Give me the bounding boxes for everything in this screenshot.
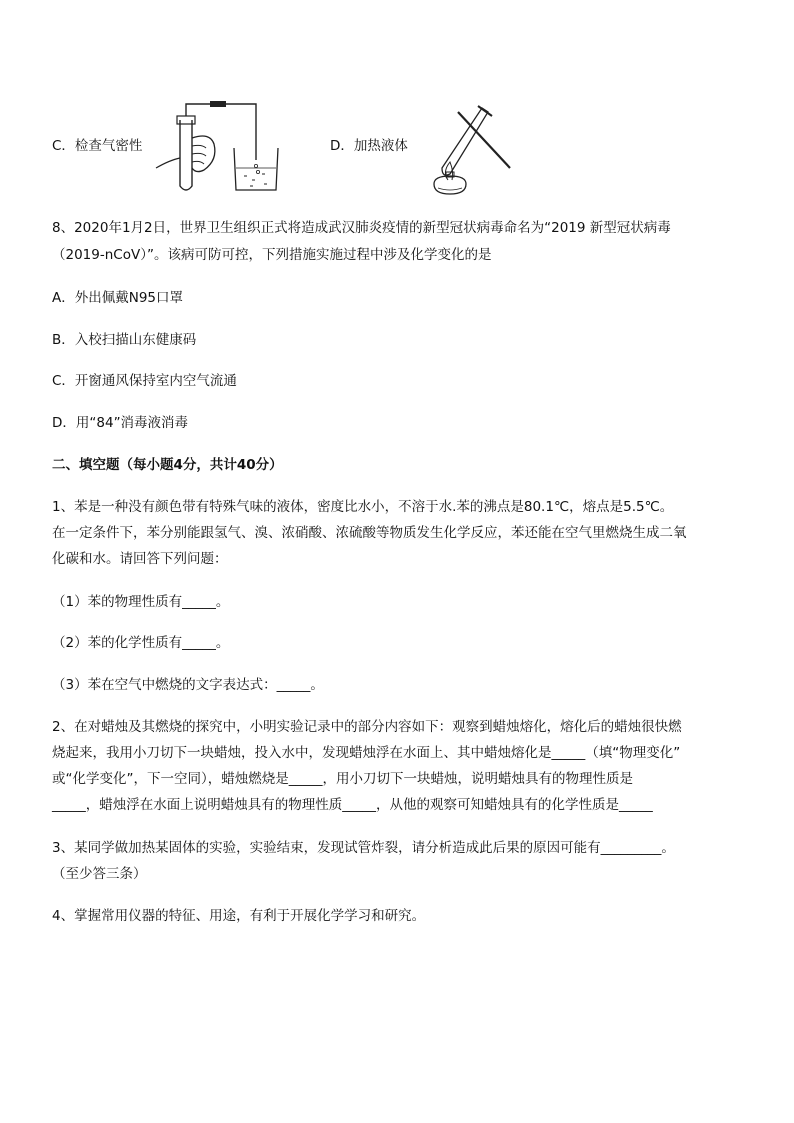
q1-line-1: 1、苯是一种没有颜色带有特殊气味的液体，密度比水小，不溶于水.苯的沸点是80.1℃，熔点是5.5℃。: [52, 499, 674, 515]
options-row-cd: [52, 98, 552, 198]
airtight-check-apparatus-figure: [152, 98, 332, 198]
option-c-label: C．检查气密性: [52, 138, 143, 154]
q8-option-d: D．用“84”消毒液消毒: [52, 415, 189, 431]
q1-sub-3: （3）苯在空气中燃烧的文字表达式：_____。: [52, 677, 324, 693]
q4-line-1: 4、掌握常用仪器的特征、用途，有利于开展化学学习和研究。: [52, 908, 426, 924]
q1-line-2: 在一定条件下，苯分别能跟氢气、溴、浓硝酸、浓硫酸等物质发生化学反应，苯还能在空气里燃烧生成二氧: [52, 525, 687, 541]
q8-line-2: （2019-nCoV）”。该病可防可控，下列措施实施过程中涉及化学变化的是: [52, 247, 492, 263]
q2-line-3: 或“化学变化”，下一空同），蜡烛燃烧是_____，用小刀切下一块蜡烛，说明蜡烛具有的物理性质是: [52, 771, 633, 787]
q2-line-4: _____，蜡烛浮在水面上说明蜡烛具有的物理性质_____，从他的观察可知蜡烛具有的化学性质是_____: [52, 797, 653, 813]
q2-line-2: 烧起来，我用小刀切下一块蜡烛，投入水中，发现蜡烛浮在水面上、其中蜡烛熔化是_____（填“物理变化”: [52, 745, 681, 761]
option-d-label: D．加热液体: [330, 138, 408, 154]
q1-sub-1: （1）苯的物理性质有_____。: [52, 594, 230, 610]
q8-option-c: C．开窗通风保持室内空气流通: [52, 373, 237, 389]
q3-line-1: 3、某同学做加热某固体的实验，实验结束，发现试管炸裂，请分析造成此后果的原因可能有_________。: [52, 840, 675, 856]
q8-option-b: B．入校扫描山东健康码: [52, 332, 197, 348]
heating-liquid-apparatus-figure: [412, 98, 522, 198]
q8-line-1: 8、2020年1月2日，世界卫生组织正式将造成武汉肺炎疫情的新型冠状病毒命名为“2019 新型冠状病毒: [52, 220, 671, 236]
q1-line-3: 化碳和水。请回答下列问题：: [52, 551, 228, 567]
q1-sub-2: （2）苯的化学性质有_____。: [52, 635, 230, 651]
section-2-heading: 二、填空题（每小题4分，共计40分）: [52, 457, 283, 473]
q8-option-a: A．外出佩戴N95口罩: [52, 290, 184, 306]
q2-line-1: 2、在对蜡烛及其燃烧的探究中，小明实验记录中的部分内容如下：观察到蜡烛熔化，熔化后的蜡烛很快燃: [52, 719, 682, 735]
q3-line-2: （至少答三条）: [52, 866, 147, 882]
